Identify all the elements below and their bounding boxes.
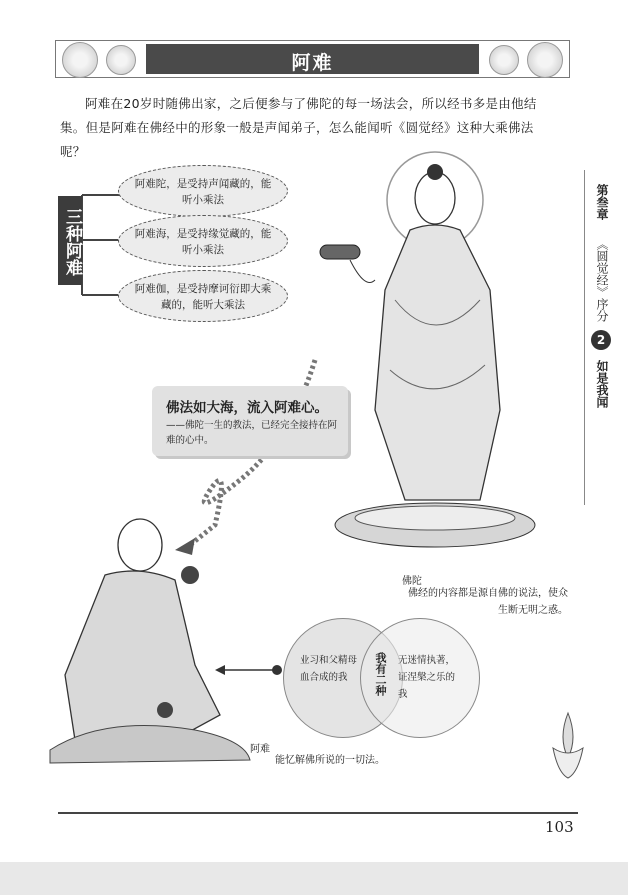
quote-title: 佛法如大海，流入阿难心。 xyxy=(166,400,328,416)
lotus-ornament-icon xyxy=(62,42,98,78)
venn-arrow xyxy=(215,660,285,680)
quote-body: ——佛陀一生的教法，已经完全接持在阿难的心中。 xyxy=(166,420,338,446)
crescent-ornament-icon xyxy=(489,45,519,75)
three-ananda-label: 三种阿难 xyxy=(58,196,82,285)
intro-paragraph: 阿难在20岁时随佛出家，之后便参与了佛陀的每一场法会，所以经书多是由他结集。但是阿难在佛经中的形象一般是声闻弟子，怎么能闻听《圆觉经》这种大乘佛法呢？ xyxy=(60,96,537,159)
lotus-decoration-icon xyxy=(548,708,588,788)
scan-bottom-strip xyxy=(0,862,628,895)
section-label: 如是我闻 xyxy=(595,360,609,408)
page-number: 103 xyxy=(545,818,574,836)
ananda-type-3: 阿难伽，是受持摩诃衍即大乘藏的，能听大乘法 xyxy=(118,270,288,322)
quote-box xyxy=(152,386,348,456)
ananda-type-1: 阿难陀，是受持声闻藏的，能听小乘法 xyxy=(118,165,288,217)
page-title: 阿难 xyxy=(291,52,334,74)
crescent-ornament-icon xyxy=(106,45,136,75)
venn-right-text: 无迷情执著，证涅槃之乐的我 xyxy=(398,655,456,700)
buddha-note: 佛经的内容都是源自佛的说法，使众生断无明之惑。 xyxy=(408,588,568,616)
chapter-side-tab xyxy=(578,170,628,500)
ananda-type-2: 阿难海，是受持缘觉藏的，能听小乘法 xyxy=(118,215,288,267)
ananda-illustration xyxy=(45,515,255,765)
header-title-band xyxy=(146,44,479,74)
footer-rule xyxy=(58,812,578,814)
ananda-caption: 阿难 xyxy=(250,744,270,755)
buddha-illustration xyxy=(315,150,565,570)
lotus-ornament-icon xyxy=(527,42,563,78)
side-divider xyxy=(584,170,585,505)
ananda-note: 能忆解佛所说的一切法。 xyxy=(275,755,385,766)
venn-left-text: 业习和父精母血合成的我 xyxy=(300,655,358,683)
venn-center-text: 我有二种 xyxy=(374,652,387,696)
buddha-caption: 佛陀 xyxy=(402,576,422,587)
book-label: 《圆觉经》序分 xyxy=(595,238,609,322)
chapter-label: 第叁章 xyxy=(595,184,609,220)
section-number-badge: 2 xyxy=(591,330,611,350)
header-bar xyxy=(55,40,570,78)
